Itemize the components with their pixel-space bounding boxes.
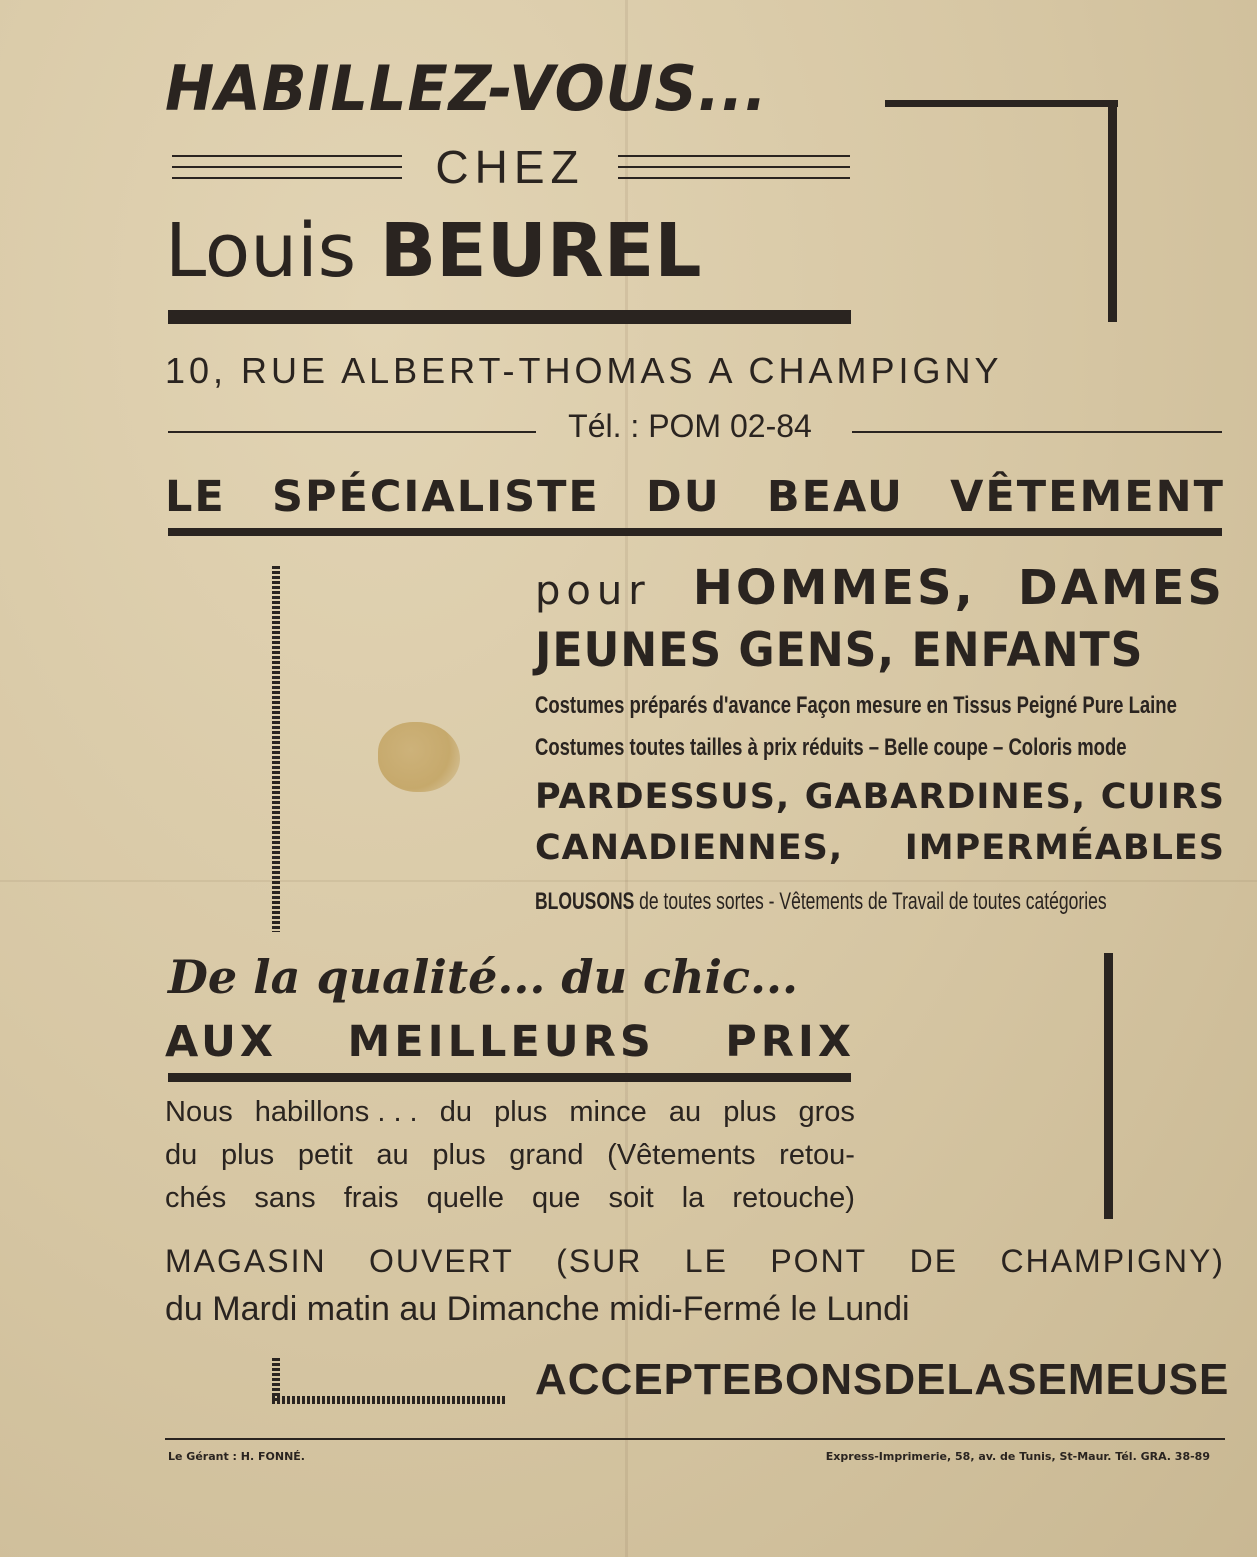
dames-word: DAMES bbox=[1017, 560, 1225, 616]
body-word: habillons . . . bbox=[254, 1096, 418, 1128]
hours-word: DE bbox=[909, 1243, 959, 1279]
body-word: plus bbox=[220, 1139, 275, 1171]
body-word: au bbox=[668, 1096, 702, 1128]
specialist-word: VÊTEMENT bbox=[950, 472, 1225, 522]
specialist-word: BEAU bbox=[766, 472, 904, 522]
body-word: plus bbox=[723, 1096, 777, 1128]
paper-fold-horizontal bbox=[0, 880, 1257, 882]
specialist-word: LE bbox=[165, 472, 226, 522]
blousons-word: BLOUSONS bbox=[535, 888, 635, 915]
phone: Tél. : POM 02-84 bbox=[568, 408, 812, 444]
chez-label: CHEZ bbox=[435, 141, 585, 193]
phone-rule-left bbox=[168, 431, 536, 433]
offer-line1 bbox=[535, 560, 1225, 616]
chez-rule-right-3 bbox=[618, 177, 850, 179]
prix-underline bbox=[168, 1073, 851, 1082]
chez-rule-left-1 bbox=[172, 155, 402, 157]
shop-owner-name bbox=[165, 208, 855, 294]
chez-rule-right-1 bbox=[618, 155, 850, 157]
specialist-word: DU bbox=[646, 472, 721, 522]
body-word: gros bbox=[798, 1096, 855, 1128]
body-word: au bbox=[376, 1139, 409, 1171]
body-word: retouche) bbox=[732, 1182, 855, 1214]
footer-printer: Express-Imprimerie, 58, av. de Tunis, St-Maur. Tél. GRA. 38-89 bbox=[825, 1450, 1210, 1463]
product-word: IMPERMÉABLES bbox=[904, 828, 1225, 868]
pardessus-line bbox=[535, 777, 1225, 817]
body-word: retou- bbox=[779, 1139, 855, 1171]
product-word: GABARDINES, bbox=[804, 777, 1087, 817]
prix-word: AUX bbox=[165, 1017, 278, 1067]
hours-word: MAGASIN bbox=[165, 1243, 327, 1279]
specialist-word: SPÉCIALISTE bbox=[272, 472, 600, 522]
bons-word: BONS bbox=[752, 1355, 884, 1404]
pour-word: pour bbox=[535, 568, 651, 614]
name-last: BEUREL bbox=[379, 208, 702, 294]
address: 10, RUE ALBERT-THOMAS A CHAMPIGNY bbox=[165, 350, 1003, 391]
body-word: plus bbox=[432, 1139, 486, 1171]
quality-tagline: De la qualité... du chic... bbox=[168, 950, 799, 1004]
chez-rule-left-3 bbox=[172, 177, 402, 179]
body-word: du bbox=[165, 1139, 198, 1171]
costumes-line2: Costumes toutes tailles à prix réduits – Belle coupe – Coloris mode bbox=[535, 734, 1127, 761]
body-word: soit bbox=[608, 1182, 654, 1214]
headline: HABILLEZ-VOUS... bbox=[165, 52, 768, 125]
bons-word: DE bbox=[883, 1355, 947, 1404]
bons-word: SEMEUSE bbox=[1007, 1355, 1230, 1404]
accepts-vouchers bbox=[535, 1355, 1230, 1405]
costumes-line1: Costumes préparés d'avance Façon mesure en Tissus Peigné Pure Laine bbox=[535, 692, 1177, 719]
body-word: la bbox=[681, 1182, 705, 1214]
phone-rule-right bbox=[852, 431, 1222, 433]
hours-line2: du Mardi matin au Dimanche midi-Fermé le Lundi bbox=[165, 1290, 910, 1328]
body-word: petit bbox=[297, 1139, 353, 1171]
prix-word: PRIX bbox=[725, 1017, 855, 1067]
body-word: grand bbox=[509, 1139, 584, 1171]
body-word: sans bbox=[254, 1182, 316, 1214]
hours-line1 bbox=[165, 1243, 1225, 1280]
body-word: quelle bbox=[426, 1182, 504, 1214]
bracket-bottom-horizontal bbox=[272, 1396, 506, 1404]
product-word: CANADIENNES, bbox=[535, 828, 844, 868]
product-word: PARDESSUS, bbox=[535, 777, 791, 817]
bons-word: LA bbox=[946, 1355, 1008, 1404]
bracket-right bbox=[1108, 100, 1117, 322]
bons-word: ACCEPTE bbox=[535, 1355, 753, 1404]
specialist-heading bbox=[165, 472, 1225, 522]
canadiennes-line bbox=[535, 828, 1225, 868]
hours-word: PONT bbox=[770, 1243, 868, 1279]
body-word: chés bbox=[165, 1182, 227, 1214]
hours-word: CHAMPIGNY) bbox=[1000, 1243, 1225, 1279]
specialist-underline bbox=[168, 528, 1222, 536]
body-word: plus bbox=[494, 1096, 548, 1128]
name-first: Louis bbox=[165, 208, 357, 294]
paper-stain bbox=[378, 722, 460, 792]
hours-word: (SUR bbox=[556, 1243, 643, 1279]
footer-gerant: Le Gérant : H. FONNÉ. bbox=[168, 1450, 305, 1463]
best-price-heading bbox=[165, 1017, 855, 1067]
prix-word: MEILLEURS bbox=[347, 1017, 655, 1067]
product-word: CUIRS bbox=[1100, 777, 1225, 817]
body-word: du bbox=[439, 1096, 472, 1128]
hours-word: OUVERT bbox=[368, 1243, 514, 1279]
quality-body-line2 bbox=[165, 1139, 855, 1172]
hours-word: LE bbox=[684, 1243, 728, 1279]
footer-rule bbox=[165, 1438, 1225, 1440]
body-word: mince bbox=[569, 1096, 647, 1128]
body-word: (Vêtements bbox=[607, 1139, 756, 1171]
chez-rule-right-2 bbox=[618, 166, 850, 168]
blousons-rest: de toutes sortes - Vêtements de Travail de toutes catégories bbox=[634, 888, 1107, 915]
decorative-vertical-bar bbox=[272, 566, 280, 932]
quality-side-bar bbox=[1104, 953, 1113, 1219]
header-underline bbox=[168, 310, 851, 324]
offer-line2: JEUNES GENS, ENFANTS bbox=[535, 623, 1144, 678]
bracket-top bbox=[885, 100, 1118, 107]
chez-rule-left-2 bbox=[172, 166, 402, 168]
quality-body-line3 bbox=[165, 1182, 855, 1215]
body-word: Nous bbox=[165, 1096, 233, 1128]
quality-body-line1 bbox=[165, 1096, 855, 1129]
body-word: que bbox=[532, 1182, 581, 1214]
hommes-word: HOMMES, bbox=[692, 560, 976, 616]
blousons-line bbox=[535, 888, 1107, 916]
body-word: frais bbox=[343, 1182, 399, 1214]
